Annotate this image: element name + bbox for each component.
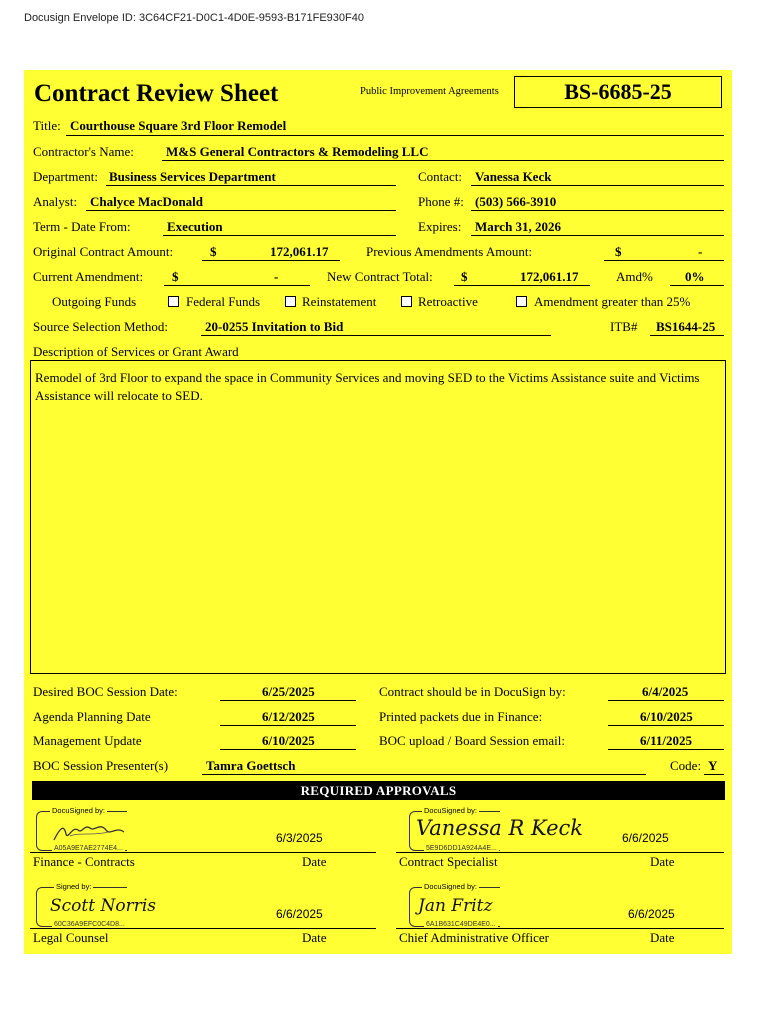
curr-amend-underline [164,284,310,286]
legal-underline [30,927,376,929]
orig-amount-currency: $ [210,244,217,259]
boc-upload-label: BOC upload / Board Session email: [379,733,565,748]
new-total-currency: $ [461,269,468,284]
amendment-25-label: Amendment greater than 25% [534,294,691,309]
retroactive-label: Retroactive [418,294,478,309]
term-label: Term - Date From: [33,219,131,234]
contract-number: BS-6685-25 [514,76,722,108]
legal-signature: Scott Norris [50,896,156,916]
outgoing-funds-label: Outgoing Funds [52,294,137,309]
boc-session-value: 6/25/2025 [262,684,315,699]
phone-label: Phone #: [418,194,464,209]
contact-underline [471,184,724,186]
specialist-ds-label: DocuSigned by: [424,806,477,815]
amendment-25-checkbox[interactable] [516,296,527,307]
curr-amend-value: - [274,269,279,284]
retroactive-checkbox[interactable] [401,296,412,307]
boc-upload-value: 6/11/2025 [640,733,693,748]
curr-amend-currency: $ [172,269,179,284]
docusign-by-label: Contract should be in DocuSign by: [379,684,566,699]
finance-signature-icon [50,818,130,846]
amd-pct-label: Amd% [616,269,653,284]
amd-pct-value: 0% [685,269,705,284]
title-label: Title: [33,118,61,133]
printed-underline [608,724,724,726]
new-total-label: New Contract Total: [327,269,433,284]
cao-underline [396,927,724,929]
agenda-underline [220,724,356,726]
source-label: Source Selection Method: [33,319,169,334]
title-value: Courthouse Square 3rd Floor Remodel [70,118,287,133]
agenda-value: 6/12/2025 [262,709,315,724]
orig-amount-underline [202,259,340,261]
agreement-type: Public Improvement Agreements [360,86,499,97]
itb-value: BS1644-25 [656,319,716,334]
specialist-underline [396,851,724,853]
contract-review-sheet [24,70,732,954]
printed-label: Printed packets due in Finance: [379,709,543,724]
amd-pct-underline [670,284,724,286]
required-approvals-heading: REQUIRED APPROVALS [32,781,725,800]
boc-session-label: Desired BOC Session Date: [33,684,178,699]
agenda-label: Agenda Planning Date [33,709,151,724]
contractor-underline [162,159,724,161]
finance-ds-id: A05A9E7AE2774E4... [54,845,123,852]
expires-underline [471,234,724,236]
new-total-underline [454,284,590,286]
legal-date-label: Date [302,930,327,945]
envelope-id: Docusign Envelope ID: 3C64CF21-D0C1-4D0E-9593-B171FE930F40 [24,12,364,24]
source-value: 20-0255 Invitation to Bid [205,319,344,334]
boc-session-underline [220,699,356,701]
specialist-date: 6/6/2025 [622,831,669,845]
prev-amend-currency: $ [615,244,622,259]
presenter-underline [202,773,646,775]
presenter-value: Tamra Goettsch [206,758,296,773]
prev-amend-label: Previous Amendments Amount: [366,244,533,259]
term-value: Execution [167,219,223,234]
docusign-by-underline [608,699,724,701]
specialist-role: Contract Specialist [399,854,498,869]
mgmt-underline [220,748,356,750]
legal-ds-label: Signed by: [56,882,92,891]
contractor-label: Contractor's Name: [33,144,134,159]
cao-signature: Jan Fritz [418,896,493,916]
phone-underline [471,209,724,211]
cao-ds-label: DocuSigned by: [424,882,477,891]
description-box: Remodel of 3rd Floor to expand the space in Community Services and moving SED to the Victims Assistance suite and Victims Assistance will relocate to SED. [30,360,726,674]
specialist-signature: Vanessa R Keck [416,816,583,840]
legal-role: Legal Counsel [33,930,109,945]
code-underline [704,773,724,775]
source-underline [201,334,551,336]
specialist-date-label: Date [650,854,675,869]
phone-value: (503) 566-3910 [475,194,557,209]
specialist-ds-id: 5E9D6DD1A924A4E... [426,845,497,852]
new-total-value: 172,061.17 [520,269,579,284]
mgmt-label: Management Update [33,733,142,748]
department-value: Business Services Department [109,169,276,184]
finance-date: 6/3/2025 [276,831,323,845]
legal-date: 6/6/2025 [276,907,323,921]
cao-date-label: Date [650,930,675,945]
code-label: Code: [670,758,702,773]
sheet-title: Contract Review Sheet [34,80,279,107]
finance-date-label: Date [302,854,327,869]
department-underline [106,184,396,186]
finance-ds-label: DocuSigned by: [52,806,105,815]
prev-amend-underline [604,259,724,261]
contact-label: Contact: [418,169,463,184]
itb-label: ITB# [610,319,638,334]
analyst-label: Analyst: [33,194,78,209]
mgmt-value: 6/10/2025 [262,733,315,748]
finance-role: Finance - Contracts [33,854,135,869]
contractor-value: M&S General Contractors & Remodeling LLC [166,144,429,159]
contact-value: Vanessa Keck [475,169,552,184]
expires-value: March 31, 2026 [475,219,562,234]
federal-funds-label: Federal Funds [186,294,261,309]
itb-underline [650,334,724,336]
reinstatement-checkbox[interactable] [285,296,296,307]
federal-funds-checkbox[interactable] [168,296,179,307]
curr-amend-label: Current Amendment: [33,269,144,284]
term-underline [163,234,396,236]
docusign-by-value: 6/4/2025 [642,684,689,699]
orig-amount-value: 172,061.17 [270,244,329,259]
boc-upload-underline [608,748,724,750]
department-label: Department: [33,169,98,184]
cao-role: Chief Administrative Officer [399,930,549,945]
prev-amend-value: - [698,244,703,259]
cao-ds-id: 6A1B631C49DE4E0... [426,921,496,928]
finance-underline [30,851,376,853]
orig-amount-label: Original Contract Amount: [33,244,174,259]
expires-label: Expires: [418,219,462,234]
analyst-value: Chalyce MacDonald [90,194,204,209]
legal-ds-id: 60C36A9EFC0C4D8... [54,921,125,928]
reinstatement-label: Reinstatement [302,294,377,309]
printed-value: 6/10/2025 [640,709,693,724]
cao-date: 6/6/2025 [628,907,675,921]
presenter-label: BOC Session Presenter(s) [33,758,169,773]
description-label: Description of Services or Grant Award [33,344,239,359]
analyst-underline [86,209,396,211]
code-value: Y [708,758,718,773]
title-underline [66,134,724,136]
